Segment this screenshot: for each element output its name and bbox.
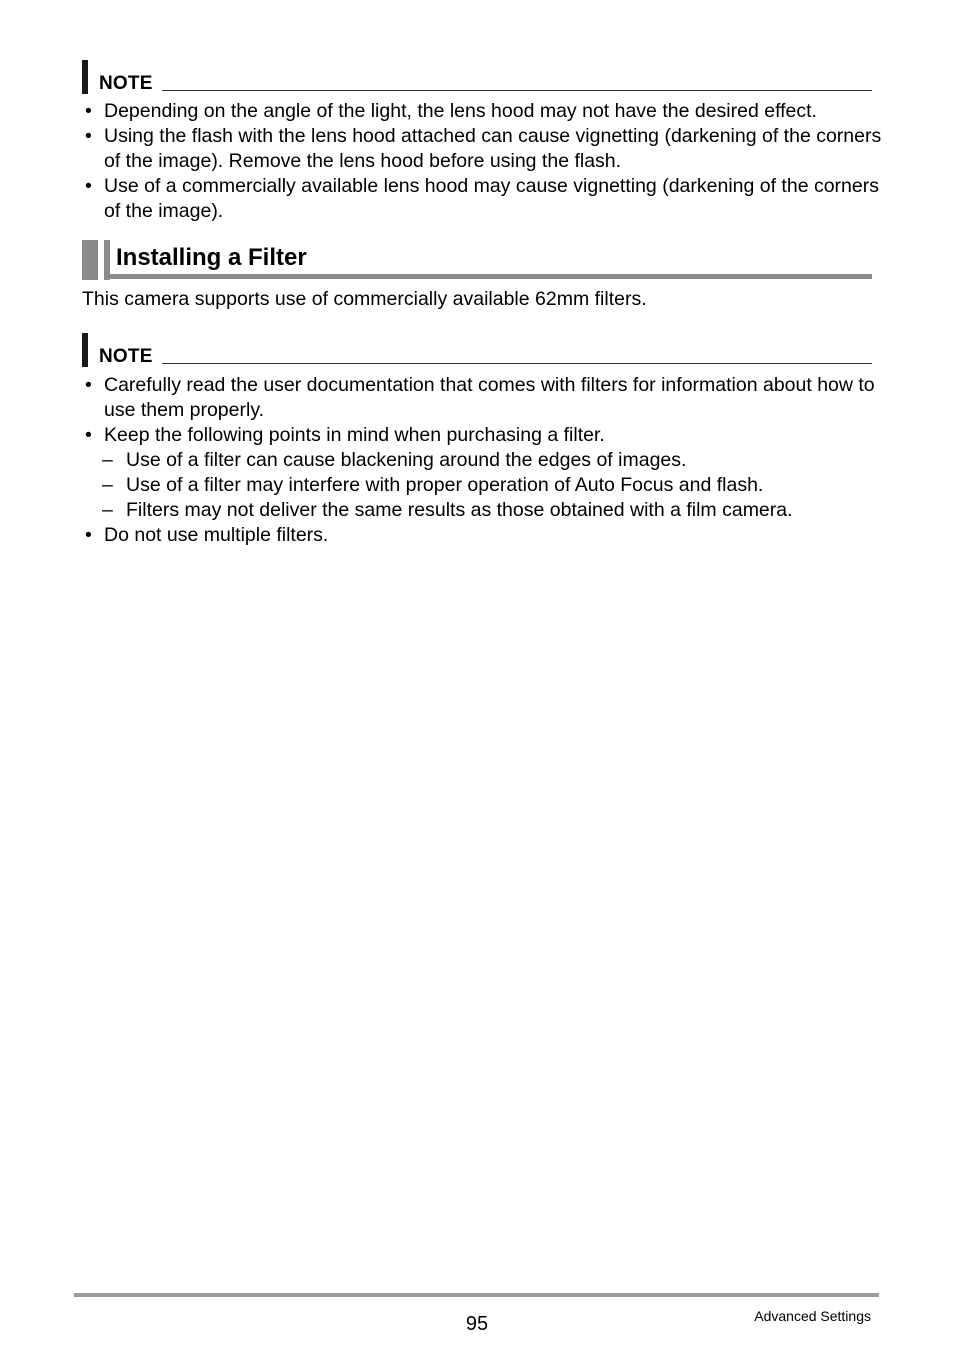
list-item-text: Do not use multiple filters. [104,524,329,546]
footer-divider [74,1293,879,1297]
section-title: Installing a Filter [116,244,307,271]
note-list [82,373,882,548]
sub-list-item-text: Use of a filter may interfere with proper operation of Auto Focus and flash. [126,474,764,496]
note-label: NOTE [99,73,153,94]
sub-list-item [82,448,882,473]
note-marker-bar [82,333,88,367]
list-item-text: Depending on the angle of the light, the lens hood may not have the desired effect. [104,100,817,122]
sub-list-item-text: Filters may not deliver the same results as those obtained with a film camera. [126,499,793,521]
note-label: NOTE [99,346,153,367]
list-item [82,423,882,448]
bullet-icon: • [85,374,92,396]
dash-icon: – [102,449,113,471]
heading-underline [104,274,872,279]
list-item [82,523,882,548]
note-list [82,99,882,224]
sub-list-item [82,473,882,498]
bullet-icon: • [85,524,92,546]
note-header [82,60,872,94]
bullet-icon: • [85,100,92,122]
bullet-icon: • [85,424,92,446]
bullet-icon: • [85,175,92,197]
list-item-text: Use of a commercially available lens hood may cause vignetting (darkening of the corners of the image). [104,175,879,222]
list-item [82,174,882,224]
list-item-text: Carefully read the user documentation that comes with filters for information about how to use them properly. [104,374,875,421]
note-divider [162,90,872,91]
note-divider [162,363,872,364]
list-item-text: Keep the following points in mind when purchasing a filter. [104,424,605,446]
sub-list-item-text: Use of a filter can cause blackening around the edges of images. [126,449,687,471]
dash-icon: – [102,499,113,521]
sub-list-item [82,498,882,523]
list-item [82,373,882,423]
list-item [82,124,882,174]
list-item [82,99,882,124]
section-body-text: This camera supports use of commercially available 62mm filters. [82,288,647,310]
list-item-text: Using the flash with the lens hood attached can cause vignetting (darkening of the corners of the image). Remove the lens hood before using the flash. [104,125,882,172]
footer-section-name: Advanced Settings [754,1308,871,1324]
dash-icon: – [102,474,113,496]
heading-marker-bar [82,240,98,280]
note-marker-bar [82,60,88,94]
page-number: 95 [465,1313,489,1335]
section-heading [82,240,872,280]
bullet-icon: • [85,125,92,147]
note-header [82,333,872,367]
